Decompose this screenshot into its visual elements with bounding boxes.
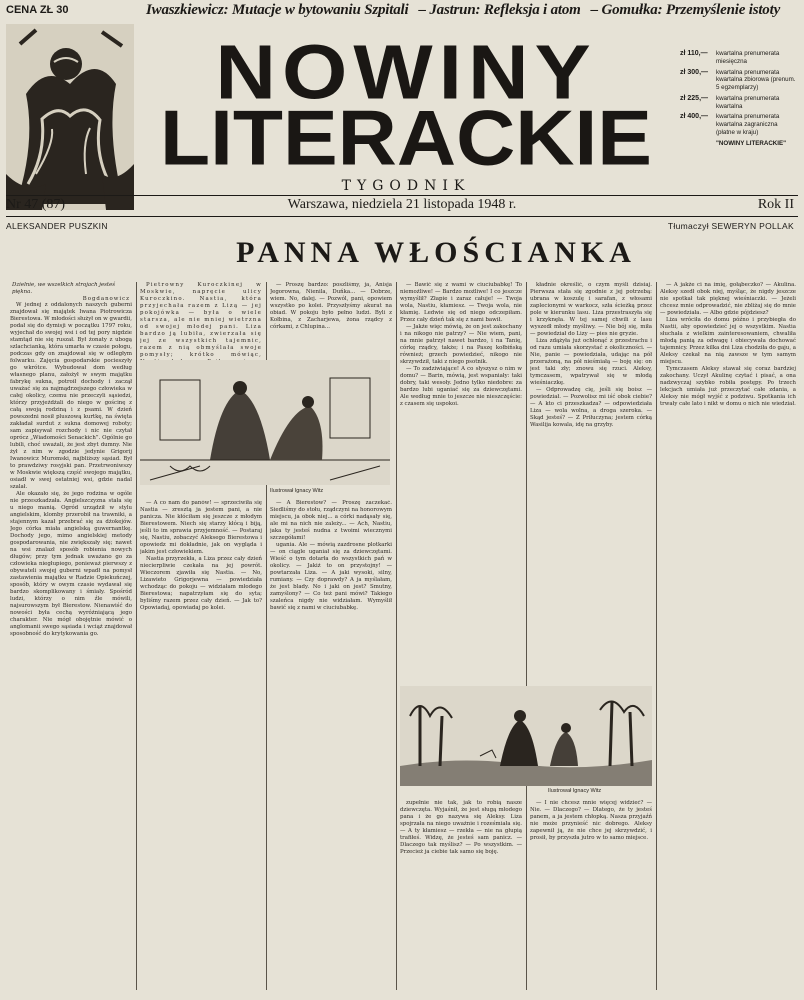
paragraph: Liza zdążyła już ochłonąć z przestrachu i od razu umiała skorzystać z okoliczności. — Nie, panie — powiedziała, udając na pół przerażoną, na pół nieśmiałą — boję się: on jest taki zły; znowu się rzuci. Aleksy, tymczasem, wpatrywał się w młodą wieśniaczkę. xyxy=(530,338,652,386)
dateline xyxy=(6,196,798,214)
subscription-address: "NOWINY LITERACKIE" xyxy=(716,139,787,147)
subscription-desc: kwartalna prenumerata miesięczna xyxy=(716,50,780,65)
text-column-1 xyxy=(10,302,132,992)
paragraph: zupełnie nie tak, jak to robią nasze dziewczęta. Wyjaśnił, że jest sługą młodego pana i że go nazywa się Aleksy. Liza spojrzała na niego uważnie i roześmiała się. — A ty kłamiesz — rzekła — nie na głupią trafiłeś. Widzę, że jesteś sam panicz. — Dlaczego tak myślisz? — Po wszystkim. — Przecież ja ciebie tak samo się boję. xyxy=(400,800,522,855)
paragraph: — Bawić się z wami w ciuciubabkę! To niemożliwe! — Bardzo możliwe! I co jeszcze wymyślił? Złapie i zaraz całuje! — Twoja wola, Nastiu, kłamiesz. — Twoja wola, nie kłamię. Ledwie się od niego odczepiłam. Przez cały dzień tak się z nami bawił. xyxy=(400,282,522,323)
paragraph: Liza wróciła do domu późno i przybiegła do Nastii, aby opowiedzieć jej o wszystkim. Nastia słuchała z wielkim zainteresowaniem, chwaliła młodą panią za odwagę i obiecywała dochować tajemnicy. Przez kilka dni Liza chodziła do gaju, a Aleksy czekał na nią zawsze w tym samym miejscu. xyxy=(660,317,796,365)
paragraph: — Proszę bardzo: poszliśmy, ja, Anisja Jegorowna, Nienila, Duńka... — Dobrze, wiem. No, dalej. — Pozwól, pani, opowiem wszystko po kolei. Przyszłyśmy akurat na obiad. W pokoju było pełno ludzi. Byli z Kołbina, z Zacharjewa, żona rządcy z córkami, z Chlupina... xyxy=(270,282,392,330)
text-column-4-top xyxy=(400,282,522,682)
text-column-5-top xyxy=(530,282,652,682)
teaser-3[interactable]: Gomułka: Przemyślenie istoty xyxy=(601,2,781,18)
masthead-subtitle: TYGODNIK xyxy=(341,178,471,194)
paragraph: — I nie chcesz mnie więcej widzieć? — Nie. — Dlaczego? — Dlatego, że ty jesteś panem, a ja jestem chłopką. Nasza przyjaźń nie może przynieść nic dobrego. Aleksy zapewnił ją, że nie chce jej skrzywdzić, i prosił, by przyszła jutro w to samo miejsce. xyxy=(530,800,652,841)
topline-teasers: Iwaszkiewicz: Mutacje w bytowaniu Szpitali – Jastrun: Refleksja i atom – Gomułka: Przemyślenie istoty xyxy=(146,2,781,18)
text-column-3-bottom xyxy=(270,500,392,990)
column-rule xyxy=(656,282,657,990)
text-column-6 xyxy=(660,282,796,990)
text-column-5-bottom xyxy=(530,800,652,990)
paragraph: Ale okazało się, że jego rodzina w ogóle nie przeszkadzała. Angielszczyzna stała się u niego manią. Ogród urządził w stylu angielskim, klomby przerobił na trawniki, a stajennym kazał przebrać się za dżokejów. Jego córka miała angielską guwernantkę. Dochody jego, mimo angielskiej metody gospodarowania, nie zwiększały się; nawet na wsi znalazł sposób robienia nowych długów; przy tym jednak uważano go za człowieka niegłupiego, ponieważ pierwszy z obywateli swojej guberni wpadł na pomysł zastawienia majątku w Radzie Opiekuńczej, sposób, który w owym czasie wydawał się bardzo skomplikowany i śmiały. Spośród ludzi, którzy o nim źle mówili, najsurowszym był Bierestow. Nienawiść do nowości była cechą wyróżniającą jego charakter. Nie mógł obojętnie mówić o anglomanii swego sąsiada i wciąż znajdował sposobność do krytykowania go. xyxy=(10,491,132,637)
column-rule xyxy=(526,282,527,990)
article-headline: PANNA WŁOŚCIANKA xyxy=(236,236,636,269)
illustration-1 xyxy=(140,360,390,485)
issue-number: Nr 47 (87) xyxy=(6,197,66,212)
motto-signature: Bogdanowicz xyxy=(82,296,130,302)
price-label: CENA ZŁ 30 xyxy=(6,4,69,16)
paragraph: — A Bierestow? — Proszę zaczekać. Siedliśmy do stołu, rządczyni na honorowym miejscu, ja obok niej... a córki nadąsały się, ale mi na nich nie zależy... — Ach, Nastiu, jaka ty jesteś nudna z twoimi wiecznymi szczegółami! xyxy=(270,500,392,541)
paragraph: Pietrowny Kuroczkinej w Moskwie, napręcie ulicy Kuroczkino. Nastia, która przyjechała razem z Lizą — jej pokojówka — była o wiele starsza, ale nie mniej wietrzna od swojej młodej pani. Liza bardzo ją lubiła, zwierzała się jej ze wszystkich tajemnic, razem z nią obmyślała swoje pomysły; krótko mówiąc, xyxy=(140,282,262,358)
text-column-4-bottom xyxy=(400,800,522,990)
masthead-title-line-2: LITERACKIE xyxy=(160,95,652,182)
subscription-row xyxy=(680,69,796,92)
motto-text: Dzielnie, we wszelkich strojach jesteś piękna. xyxy=(12,282,116,295)
masthead-title-line-1: NOWINY xyxy=(215,28,597,116)
article-author[interactable]: ALEKSANDER PUSZKIN xyxy=(6,221,108,231)
paragraph: — To zadziwiające! A co słyszysz o nim w domu? — Barin, mówią, jest wspaniały: taki dobry, taki wesoły. Jedno tylko niedobre: za bardzo lubi uganiać się za dziewczętami. Ale według mnie to jeszcze nie nieszczęście: z czasem się uspokoi. xyxy=(400,366,522,407)
subscription-desc: kwartalna prenumerata kwartalna zagraniczna (płatne w kraju) xyxy=(716,113,780,136)
paragraph: W jednej z oddalonych naszych guberni znajdował się majątek Iwana Piotrowicza Bierestowa. W młodości służył on w gwardii, podał się do dymisji w początku 1797 roku, wyjechał do swojej wsi i od tej pory nigdzie stamtąd nie się ruszał. Był żonaty z ubogą szlachcianką, która umarła w czasie połogu, podczas gdy on znajdował się w odległym folwarku. Zajęcia gospodarskie pocieszyły go wkrótce. Wybudował dom według własnego planu, założył w swym majątku fabrykę sukna, potroił dochody i zaczął uważać się za najmądrzejszego człowieka w całej okolicy, czemu nie przeczyli sąsiedzi, którzy przyjeżdżali do niego w gościnę z całą swoją rodziną i z psami. W dzień powszedni nosił pluszową kurtkę, na święta zakładał surdut z sukna domowej roboty; sam zapisywał rozchody i nic nie czytał oprócz „Wiadomości Senackich”. Ogólnie go lubili, choć uważali, że jest zbyt dumny. Nie żył z nim w zgodzie jedynie Grigorij Iwanowicz Muromski, najbliższy sąsiad. Był to prawdziwy rosyjski pan. Przetrwoniwszy w Moskwie większą część swojego majątku, osiadł w swej ostatniej wsi, gdzie nadal szalał. xyxy=(10,302,132,490)
article-motto xyxy=(12,282,130,303)
subscription-amount: zł 110,— xyxy=(680,50,708,57)
column-rule xyxy=(136,282,137,990)
issue-date: Warszawa, niedziela 21 listopada 1948 r. xyxy=(287,197,517,212)
subscription-amount: zł 300,— xyxy=(680,68,709,76)
issue-year: Rok II xyxy=(757,197,794,212)
subscription-amount: zł 400,— xyxy=(680,113,709,121)
paragraph: — A jakże ci na imię, gołąbeczko? — Akulina. Aleksy szedł obok niej, myśląc, że nigdy jeszcze nie spotkał tak pięknej wieśniaczki. — Jeżeli chcesz mnie odprowadzić, nie zbliżaj się do mnie — powiedziała. — Albo gdzie pójdziesz? xyxy=(660,282,796,316)
masthead-woodcut xyxy=(6,24,134,210)
paragraph: Nastia przyrzekła, a Liza przez cały dzień niecierpliwie czekała na jej powrót. Wieczorem zjawiła się Nastia. — No, Lizawieto Grigorjewna — powiedziała wchodząc do pokoju — widziałam młodego Bierestowa; napatrzyłam się do syta; byliśmy razem przez cały dzień. — Jak to? Opowiadaj, opowiadaj po kolei. xyxy=(140,556,262,611)
illustration-1-caption: Ilustrował Ignacy Witz xyxy=(270,488,324,494)
subscription-desc: kwartalna prenumerata kwartalna xyxy=(716,94,780,110)
subscription-row xyxy=(680,50,796,66)
masthead-rule-bottom xyxy=(6,216,798,217)
text-column-2-bottom xyxy=(140,500,262,990)
subscription-box xyxy=(680,50,796,147)
illustration-2 xyxy=(400,686,652,786)
illustration-2-caption: Ilustrował Ignacy Witz xyxy=(548,788,602,794)
teaser-1[interactable]: Iwaszkiewicz: Mutacje w bytowaniu Szpitali xyxy=(146,2,409,18)
paragraph: Tymczasem Aleksy stawał się coraz bardziej zakochany. Uczył Akulinę czytać i pisać, a ona nadzwyczaj szybko robiła postępy. Po trzech lekcjach umiała już przeczytać całe zdania, a Aleksy nie mógł wyjść z podziwu. Spotkania ich trwały całe lato i nikt w domu o nich nie wiedział. xyxy=(660,366,796,407)
subscription-amount: zł 225,— xyxy=(680,94,709,102)
paragraph: — A co nam do panów! — sprzeciwiła się Nastia — zresztą ja jestem pani, a nie panicza. Nie kłóciłam się jeszcze z młodym Bierestowem. Niech się starzy kłócą i biją, jeśli to im sprawia przyjemność. — Postaraj się, Nastiu, zobaczyć Aleksego Bierestowa i opowiedz mi dokładnie, jak on wygląda i jakim jest człowiekiem. xyxy=(140,500,262,555)
article-translator: Tłumaczył SEWERYN POLLAK xyxy=(667,221,794,231)
text-column-3-top xyxy=(270,282,392,362)
column-rule xyxy=(396,282,397,990)
teaser-2[interactable]: Jastrun: Refleksja i atom xyxy=(429,2,581,18)
subscription-row xyxy=(680,113,796,136)
subscription-desc: kwartalna prenumerata kwartalna zbiorowa (prenum. 5 egzemplarzy) xyxy=(716,68,796,91)
paragraph: ugania. Ale — mówią zazdrosne plotkarki — on ciągle uganiał się za dziewczętami. Wieść o tym dotarła do wszystkich pań w okolicy. — Jakiż to on przystojny! — powtarzała Liza. — A jaki wysoki, silny, rumiany. — Czy doprawdy? A ja myślałam, że jest blady. No i jaki on jest? Smutny, zamyślony? — Co też pani mówi? Takiego szaleńca nigdy nie widziałam. Wymyślił bawić się z nami w ciuciubabkę. xyxy=(270,542,392,611)
paragraph: — Odprowadzę cię, jeśli się boisz — powiedział. — Pozwolisz mi iść obok ciebie? — A kto ci przeszkadza? — odpowiedziała Liza — wola wolna, a droga szeroka. — Skąd jesteś? — Z Priłuczyna; jestem córką Wasilija kowala, idę na grzyby. xyxy=(530,387,652,428)
subscription-row xyxy=(680,95,796,111)
paragraph: kładnie określić, o czym myśli dzisiaj. Pierwsza stała się zgodnie z jej potrzebą: ubrana w koszulę i sarafan, z włosami zaplecionymi w warkocz, szła ścieżką przez pole w kierunku lasu. Liza przestraszyła się i krzyknęła. W tej samej chwili z lasu wyszedł młody myśliwy. — Nie bój się, miła — powiedział do Lizy — pies nie gryzie. xyxy=(530,282,652,337)
paragraph: — Jakże więc mówią, że on jest zakochany i na nikogo nie patrzy? — Nie wiem, pani, na mnie patrzył nawet bardzo, i na Tanię, córkę rządcy, także; i na Paszę kołbińską również; grzech powiedzieć, nikogo nie skrzywdził, taki z niego psotnik. xyxy=(400,324,522,365)
